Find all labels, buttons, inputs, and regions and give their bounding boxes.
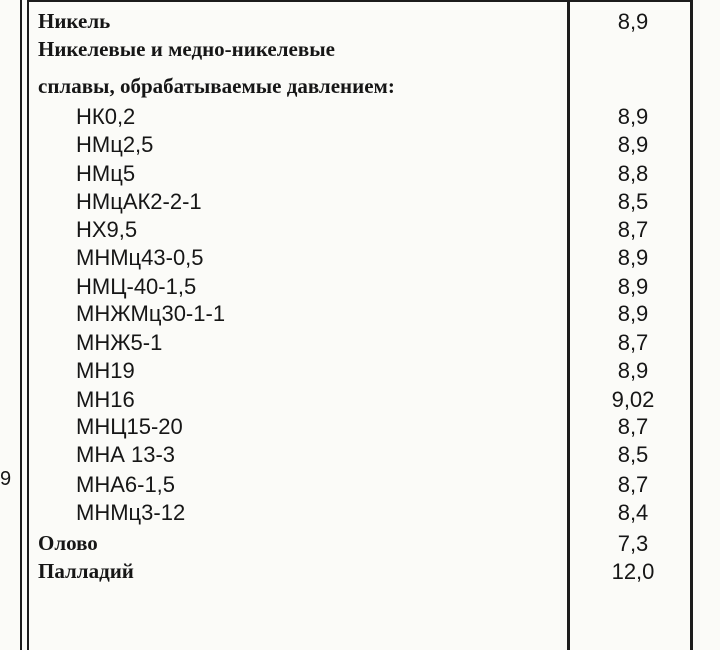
table-row: [0, 103, 720, 130]
material-heading: Олово: [38, 531, 98, 555]
table-row: [0, 558, 720, 585]
table-row: [0, 73, 720, 100]
material-heading: Палладий: [38, 559, 134, 583]
margin-number: 9: [0, 468, 12, 490]
density-value: 8,5: [617, 189, 649, 214]
alloy-name: МНЦ15-20: [76, 414, 183, 439]
table-row: [0, 8, 720, 35]
density-value: 8,5: [617, 442, 649, 467]
table-row: [0, 413, 720, 440]
alloy-name: НХ9,5: [76, 217, 138, 242]
alloy-name: МНЖ5-1: [76, 330, 163, 355]
density-value: 9,02: [611, 387, 655, 412]
table-row: [0, 273, 720, 300]
alloy-name: НМц2,5: [76, 132, 154, 157]
table-row: [0, 300, 720, 327]
alloy-name: МН16: [76, 387, 135, 412]
density-value: 8,9: [617, 9, 649, 34]
density-value: 8,8: [617, 161, 649, 186]
table-top-rule: [29, 0, 690, 2]
table-row: [0, 329, 720, 356]
alloy-name: МНА6-1,5: [76, 472, 176, 497]
density-value: 8,9: [617, 132, 649, 157]
density-value: 8,9: [617, 274, 649, 299]
alloy-name: НМЦ-40-1,5: [76, 274, 197, 299]
alloy-name: НК0,2: [76, 104, 136, 129]
table-row: [0, 357, 720, 384]
alloy-name: НМц5: [76, 161, 136, 186]
density-value: 8,7: [617, 330, 649, 355]
alloy-name: МНЖМц30-1-1: [76, 301, 226, 326]
material-heading: Никелевые и медно-никелевые: [38, 37, 335, 61]
table-row: [0, 160, 720, 187]
table-row: [0, 244, 720, 271]
density-value: 8,9: [617, 245, 649, 270]
table-row: [0, 386, 720, 413]
table-row: [0, 471, 720, 498]
material-heading: сплавы, обрабатываемые давлением:: [38, 74, 395, 98]
density-value: 8,4: [617, 500, 649, 525]
density-value: 8,7: [617, 217, 649, 242]
alloy-name: МН19: [76, 358, 135, 383]
alloy-name: МНМц43-0,5: [76, 245, 204, 270]
density-value: 8,7: [617, 472, 649, 497]
table-row: [0, 36, 720, 63]
table-row: [0, 441, 720, 468]
density-value: 8,9: [617, 301, 649, 326]
table-row: [0, 188, 720, 215]
table-row: [0, 131, 720, 158]
alloy-name: МНМц3-12: [76, 500, 186, 525]
table-row: [0, 499, 720, 526]
density-value: 7,3: [617, 531, 649, 556]
table-row: [0, 530, 720, 557]
material-heading: Никель: [38, 9, 111, 33]
density-value: 8,9: [617, 104, 649, 129]
density-value: 8,9: [617, 358, 649, 383]
density-value: 12,0: [611, 559, 655, 584]
density-value: 8,7: [617, 414, 649, 439]
alloy-name: МНА 13-3: [76, 442, 176, 467]
table-row: [0, 216, 720, 243]
alloy-name: НМцАК2-2-1: [76, 189, 202, 214]
